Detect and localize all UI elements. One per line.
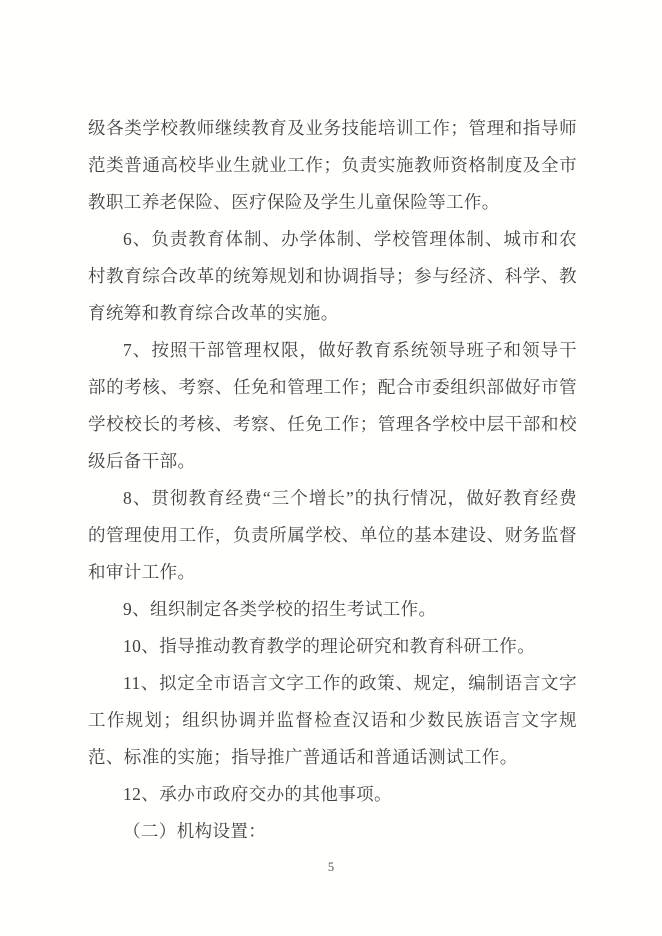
page-number: 5 — [327, 860, 335, 874]
paragraph-item-10: 10、指导推动教育教学的理论研究和教育科研工作。 — [123, 636, 536, 656]
paragraph-continuation: 级各类学校教师继续教育及业务技能培训工作；管理和指导师范类普通高校毕业生就业工作；负责实施教师资格制度及全市教职工养老保险、医疗保险及学生儿童保险等工作。 — [88, 118, 577, 212]
paragraph-item-8: 8、贯彻教育经费“三个增长”的执行情况，做好教育经费的管理使用工作，负责所属学校、单位的基本建设、财务监督和审计工作。 — [88, 488, 577, 582]
paragraph-item-11: 11、拟定全市语言文字工作的政策、规定，编制语言文字工作规划；组织协调并监督检查汉语和少数民族语言文字规范、标准的实施；指导推广普通话和普通话测试工作。 — [88, 673, 577, 767]
paragraph-item-12: 12、承办市政府交办的其他事项。 — [123, 784, 392, 804]
document-body-text — [88, 110, 577, 850]
paragraph-item-6: 6、负责教育体制、办学体制、学校管理体制、城市和农村教育综合改革的统筹规划和协调指导；参与经济、科学、教育统筹和教育综合改革的实施。 — [88, 229, 577, 323]
paragraph-section-heading: （二）机构设置： — [123, 821, 267, 841]
paragraph-item-9: 9、组织制定各类学校的招生考试工作。 — [123, 599, 437, 619]
paragraph-item-7: 7、按照干部管理权限，做好教育系统领导班子和领导干部的考核、考察、任免和管理工作；配合市委组织部做好市管学校校长的考核、考察、任免工作；管理各学校中层干部和校级后备干部。 — [88, 340, 577, 471]
